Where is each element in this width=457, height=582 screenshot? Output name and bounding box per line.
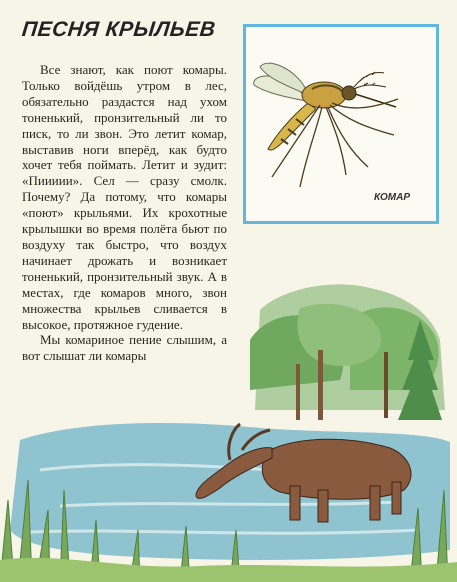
paragraph-2: Мы комариное пение слышим, а вот слышат ли комары [22, 332, 227, 364]
mosquito-figure-frame [243, 24, 439, 224]
page-title: ПЕСНЯ КРЫЛЬЕВ [20, 18, 217, 41]
figure-caption: КОМАР [373, 192, 410, 203]
paragraph-1: Все знают, как поют комары. Только войдёшь утром в лес, обязательно раздастся над ухом тоненький, пронзительный ли то писк, то ли звон. Это летит комар, выставив ноги вперёд, как будто хочет тебя поймать. Летит и зудит: «Пиииии». Сел — сразу смолк. Почему? Да потому, что комары «поют» крыльями. Их крохотные крылышки во время полёта бьют по воздуху так быстро, что воздух начинает дрожать и возникает тоненький, пронзительный звук. А в местах, где комаров много, звон множества крыльев сливается в высокое, протяжное гудение. [22, 62, 227, 332]
forest-pond-moose-illustration [0, 280, 457, 582]
